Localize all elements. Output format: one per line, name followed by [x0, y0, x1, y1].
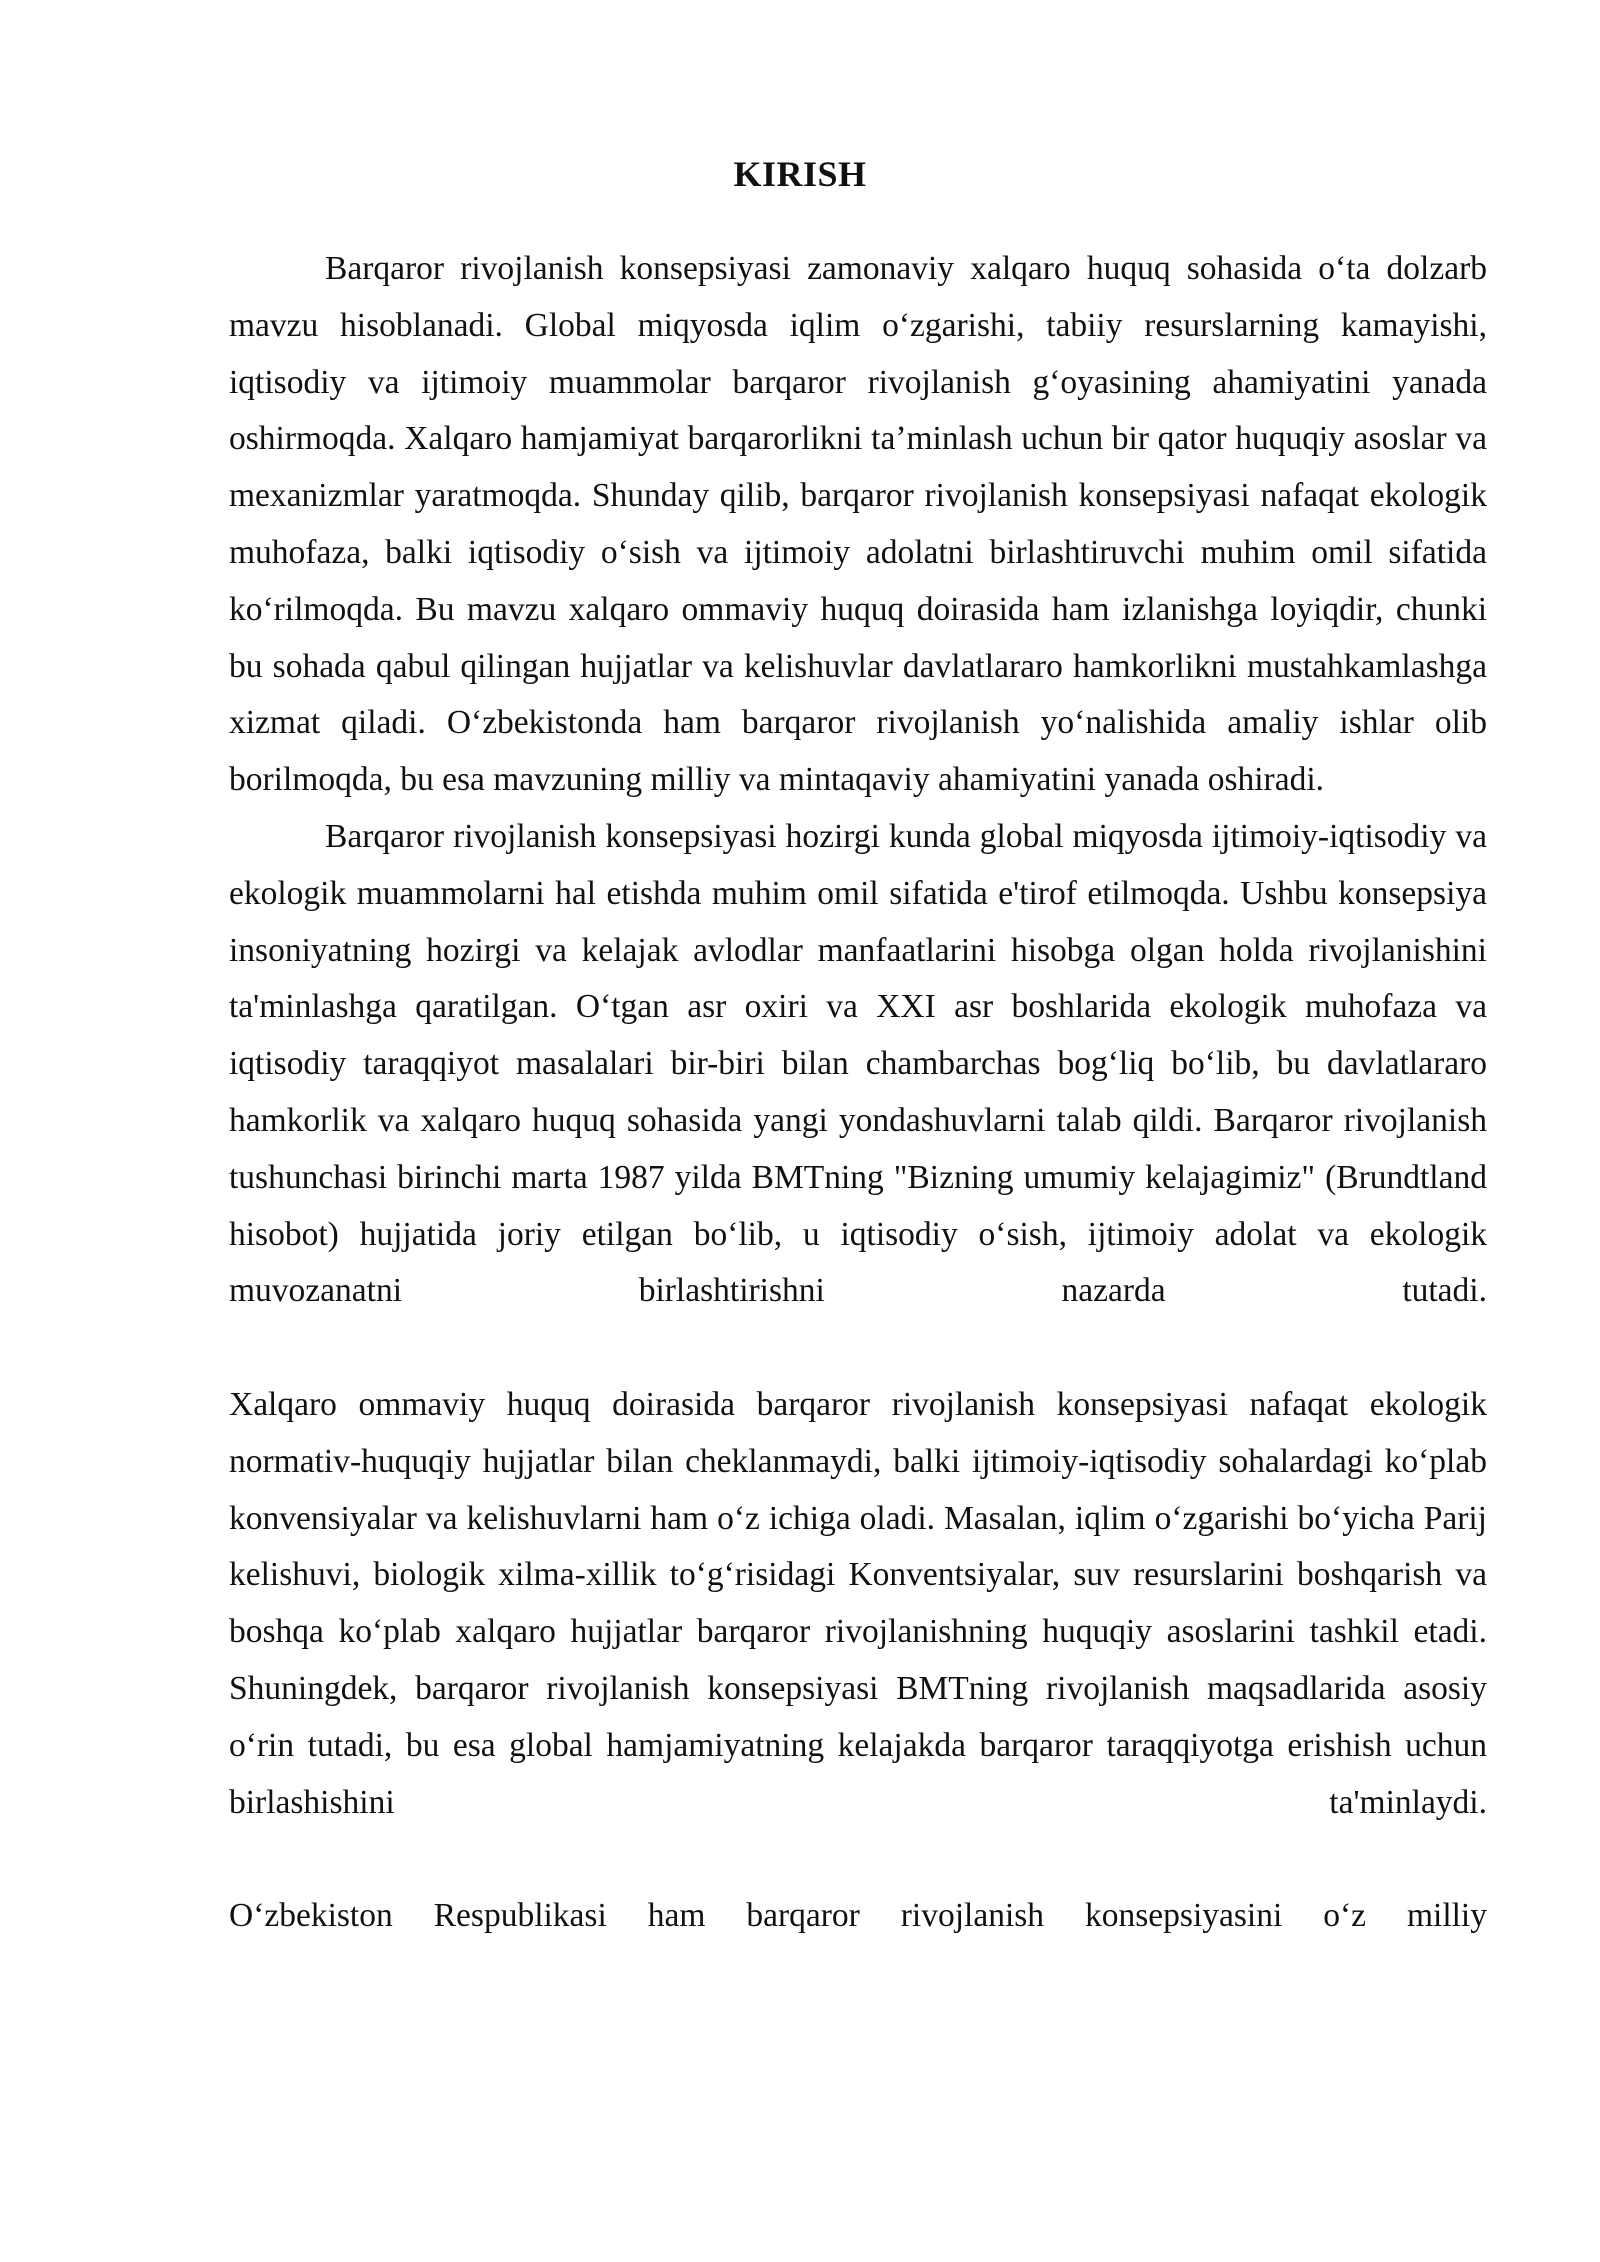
paragraph-1: Barqaror rivojlanish konsepsiyasi zamonaviy xalqaro huquq sohasida oʻta dolzarb mavzu hisoblanadi. Global miqyosda iqlim oʻzgarishi, tabiiy resurslarning kamayishi, iqtisodiy va ijtimoiy muammolar barqaror rivojlanish gʻoyasining ahamiyatini yanada oshirmoqda. Xalqaro hamjamiyat barqarorlikni taʼminlash uchun bir qator huquqiy asoslar va mexanizmlar yaratmoqda. Shunday qilib, barqaror rivojlanish konsepsiyasi nafaqat ekologik muhofaza, balki iqtisodiy oʻsish va ijtimoiy adolatni birlashtiruvchi muhim omil sifatida koʻrilmoqda. Bu mavzu xalqaro ommaviy huquq doirasida ham izlanishga loyiqdir, chunki bu sohada qabul qilingan hujjatlar va kelishuvlar davlatlararo hamkorlikni mustahkamlashga xizmat qiladi. Oʻzbekistonda ham barqaror rivojlanish yoʻnalishida amaliy ishlar olib borilmoqda, bu esa mavzuning milliy va mintaqaviy ahamiyatini yanada oshiradi.: [229, 250, 1487, 799]
paragraph-4: Oʻzbekiston Respublikasi ham barqaror rivojlanish konsepsiyasini oʻz milliy: [229, 1897, 1487, 1935]
document-body: [229, 241, 1487, 1945]
page-title: KIRISH: [733, 154, 867, 194]
paragraph-2: Barqaror rivojlanish konsepsiyasi hozirgi kunda global miqyosda ijtimoiy-iqtisodiy va ekologik muammolarni hal etishda muhim omil sifatida e'tirof etilmoqda. Ushbu konsepsiya insoniyatning hozirgi va kelajak avlodlar manfaatlarini hisobga olgan holda rivojlanishini ta'minlashga qaratilgan. Oʻtgan asr oxiri va XXI asr boshlarida ekologik muhofaza va iqtisodiy taraqqiyot masalalari bir-biri bilan chambarchas bogʻliq boʻlib, bu davlatlararo hamkorlik va xalqaro huquq sohasida yangi yondashuvlarni talab qildi. Barqaror rivojlanish tushunchasi birinchi marta 1987 yilda BMTning "Bizning umumiy kelajagimiz" (Brundtland hisobot) hujjatida joriy etilgan boʻlib, u iqtisodiy oʻsish, ijtimoiy adolat va ekologik muvozanatni birlashtirishni nazarda tutadi.: [229, 817, 1487, 1310]
paragraph-3: Xalqaro ommaviy huquq doirasida barqaror rivojlanish konsepsiyasi nafaqat ekologik normativ-huquqiy hujjatlar bilan cheklanmaydi, balki ijtimoiy-iqtisodiy sohalardagi koʻplab konvensiyalar va kelishuvlarni ham oʻz ichiga oladi. Masalan, iqlim oʻzgarishi boʻyicha Parij kelishuvi, biologik xilma-xillik toʻgʻrisidagi Konventsiyalar, suv resurslarini boshqarish va boshqa koʻplab xalqaro hujjatlar barqaror rivojlanishning huquqiy asoslarini tashkil etadi. Shuningdek, barqaror rivojlanish konsepsiyasi BMTning rivojlanish maqsadlarida asosiy oʻrin tutadi, bu esa global hamjamiyatning kelajakda barqaror taraqqiyotga erishish uchun birlashishini ta'minlaydi.: [229, 1385, 1487, 1821]
